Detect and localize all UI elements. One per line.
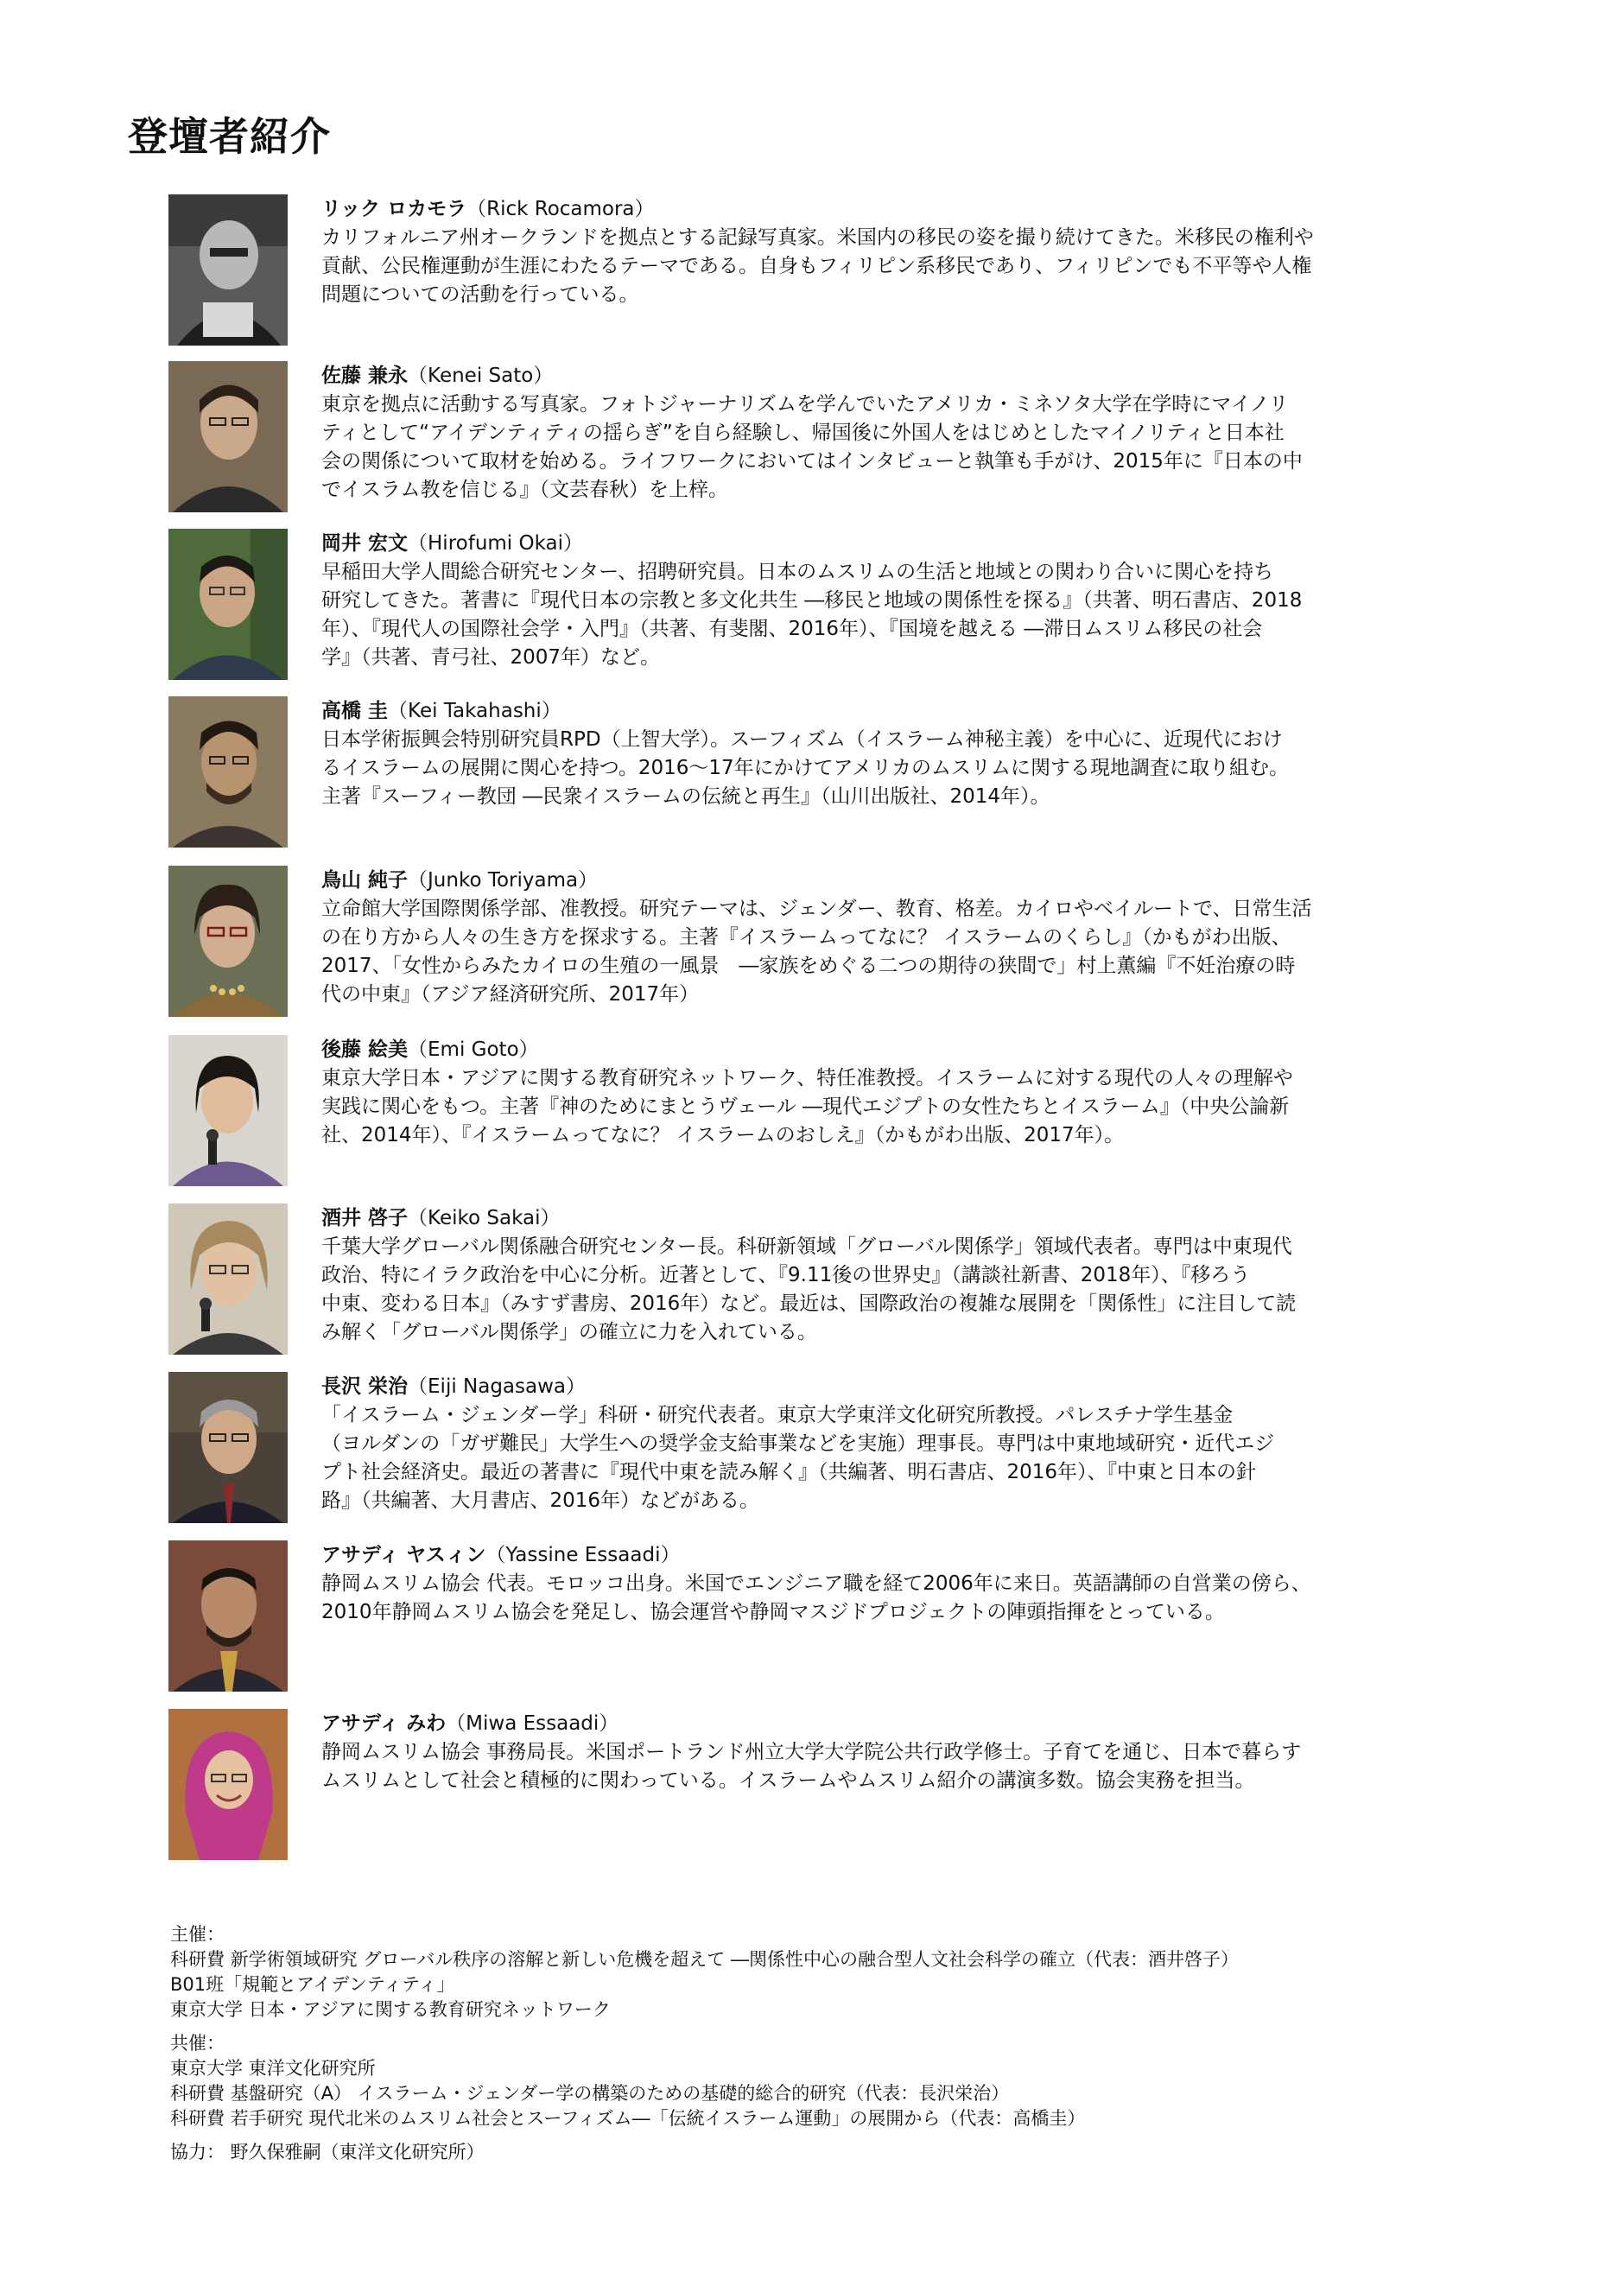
bio-line: プト社会経済史。最近の著書に『現代中東を読み解く』（共編著、明石書店、2016年）、『中東と日本の針 xyxy=(321,1461,1257,1483)
bio-line: 立命館大学国際関係学部、准教授。研究テーマは、ジェンダー、教育、格差。カイロやベイルートで、日常生活 xyxy=(321,898,1312,920)
speaker-name-en: （Hirofumi Okai） xyxy=(408,532,584,555)
speaker-photo xyxy=(168,1709,288,1860)
speaker-photo xyxy=(168,866,288,1017)
speaker-name xyxy=(321,866,1617,895)
speaker-name-en: （Eiji Nagasawa） xyxy=(408,1375,587,1398)
portrait-photo xyxy=(168,1540,288,1692)
speaker-bio-block xyxy=(321,194,1617,309)
bio-line: （ヨルダンの「ガザ難民」大学生への奨学金支給事業などを実施）理事長。専門は中東地域研究・近代エジ xyxy=(321,1432,1275,1455)
speaker-bio xyxy=(321,1738,1617,1795)
bio-line: み解く「グローバル関係学」の確立に力を入れている。 xyxy=(321,1321,817,1343)
speaker-photo xyxy=(168,194,288,346)
speaker-bio xyxy=(321,895,1617,1009)
speaker-name xyxy=(321,361,1617,391)
speaker-bio-block xyxy=(321,529,1617,672)
speaker-name-jp: 高橋 圭 xyxy=(321,700,389,722)
speaker-bio xyxy=(321,726,1617,811)
speaker-name-jp: 後藤 絵美 xyxy=(321,1038,409,1061)
portrait-photo xyxy=(168,1203,288,1355)
speaker-bio-block xyxy=(321,1035,1617,1150)
bio-line: 政治、特にイラク政治を中心に分析。近著として、『9.11後の世界史』（講談社新書、2018年）、『移ろう xyxy=(321,1264,1251,1286)
bio-line: 学』（共著、青弓社、2007年）など。 xyxy=(321,646,661,669)
bio-line: 実践に関心をもつ。主著『神のためにまとうヴェール ―現代エジプトの女性たちとイスラーム』（中央公論新 xyxy=(321,1095,1290,1118)
cooperation-group xyxy=(170,2140,1466,2165)
speaker-photo xyxy=(168,529,288,680)
speaker-name-jp: リック ロカモラ xyxy=(321,198,467,220)
bio-line: 問題についての活動を行っている。 xyxy=(321,283,639,306)
speaker-name-en: （Rick Rocamora） xyxy=(466,198,655,220)
bio-line: ムスリムとして社会と積極的に関わっている。イスラームやムスリム紹介の講演多数。協会実務を担当。 xyxy=(321,1769,1255,1792)
bio-line: 2017、「女性からみたカイロの生殖の一風景 ―家族をめぐる二つの期待の狭間で」村上薫編『不妊治療の時 xyxy=(321,955,1296,977)
cosponsor-line: 科研費 基盤研究（A） イスラーム・ジェンダー学の構築のための基礎的総合的研究（代表：長沢栄治） xyxy=(170,2083,1010,2104)
bio-line: 主著『スーフィー教団 ―民衆イスラームの伝統と再生』（山川出版社、2014年）。 xyxy=(321,785,1050,808)
speaker-name-jp: アサディ みわ xyxy=(321,1712,447,1735)
speaker-photo xyxy=(168,1540,288,1692)
portrait-photo xyxy=(168,1709,288,1860)
speaker-name-jp: 鳥山 純子 xyxy=(321,869,409,892)
cosponsor-line: 東京大学 東洋文化研究所 xyxy=(170,2058,376,2079)
bio-line: 会の関係について取材を始める。ライフワークにおいてはインタビューと執筆も手がけ、2015年に『日本の中 xyxy=(321,450,1303,473)
speaker-name-en: （Yassine Essaadi） xyxy=(485,1544,681,1566)
portrait-photo xyxy=(168,1035,288,1186)
organizer-line: 科研費 新学術領域研究 グローバル秩序の溶解と新しい危機を超えて ―関係性中心の融合型人文社会科学の確立（代表：酒井啓子） xyxy=(170,1949,1239,1970)
speaker-name xyxy=(321,1540,1617,1570)
speaker-name-jp: 長沢 栄治 xyxy=(321,1375,409,1398)
organizer-line: 東京大学 日本・アジアに関する教育研究ネットワーク xyxy=(170,1999,611,2020)
speaker-bio xyxy=(321,1233,1617,1347)
speaker-name xyxy=(321,529,1617,558)
bio-line: 年）、『現代人の国際社会学・入門』（共著、有斐閣、2016年）、『国境を越える ―滞日ムスリム移民の社会 xyxy=(321,618,1263,640)
speaker-photo xyxy=(168,1203,288,1355)
speaker-name xyxy=(321,1035,1617,1064)
speaker-name-en: （Emi Goto） xyxy=(408,1038,539,1061)
speaker-bio-block xyxy=(321,1203,1617,1347)
bio-line: カリフォルニア州オークランドを拠点とする記録写真家。米国内の移民の姿を撮り続けてきた。米移民の権利や xyxy=(321,226,1314,249)
cosponsor-line: 科研費 若手研究 現代北米のムスリム社会とスーフィズム―「伝統イスラーム運動」の展開から（代表：高橋圭） xyxy=(170,2108,1086,2129)
speaker-bio-block xyxy=(321,1709,1617,1795)
speaker-bio xyxy=(321,1401,1617,1515)
bio-line: 「イスラーム・ジェンダー学」科研・研究代表者。東京大学東洋文化研究所教授。パレスチナ学生基金 xyxy=(321,1404,1234,1426)
speaker-photo xyxy=(168,1035,288,1186)
bio-line: 日本学術振興会特別研究員RPD（上智大学）。スーフィズム（イスラーム神秘主義）を中心に、近現代におけ xyxy=(321,728,1283,751)
speaker-name xyxy=(321,1372,1617,1401)
speaker-name-jp: 岡井 宏文 xyxy=(321,532,409,555)
bio-line: 中東、変わる日本』（みすず書房、2016年）など。最近は、国際政治の複雑な展開を「関係性」に注目して読 xyxy=(321,1292,1297,1315)
bio-line: 静岡ムスリム協会 事務局長。米国ポートランド州立大学大学院公共行政学修士。子育てを通じ、日本で暮らす xyxy=(321,1741,1302,1763)
speaker-name-en: （Kei Takahashi） xyxy=(388,700,561,722)
bio-line: 東京を拠点に活動する写真家。フォトジャーナリズムを学んでいたアメリカ・ミネソタ大学在学時にマイノリ xyxy=(321,393,1289,416)
cosponsor-label: 共催： xyxy=(170,2033,225,2054)
credits-section xyxy=(170,1922,1466,2174)
speaker-name-jp: 酒井 啓子 xyxy=(321,1207,409,1229)
bio-line: の在り方から人々の生き方を探求する。主著『イスラームってなに？ イスラームのくらし』（かもがわ出版、 xyxy=(321,926,1291,949)
speaker-name-jp: 佐藤 兼永 xyxy=(321,365,409,387)
speaker-name-en: （Miwa Essaadi） xyxy=(446,1712,619,1735)
bio-line: 東京大学日本・アジアに関する教育研究ネットワーク、特任准教授。イスラームに対する現代の人々の理解や xyxy=(321,1067,1293,1089)
speaker-name-jp: アサディ ヤスィン xyxy=(321,1544,486,1566)
cosponsor-group xyxy=(170,2031,1466,2131)
speaker-name xyxy=(321,1203,1617,1233)
speaker-bio xyxy=(321,558,1617,672)
speaker-bio xyxy=(321,1064,1617,1150)
speaker-bio-block xyxy=(321,1540,1617,1627)
speaker-photo xyxy=(168,361,288,512)
bio-line: 静岡ムスリム協会 代表。モロッコ出身。米国でエンジニア職を経て2006年に来日。英語講師の自営業の傍ら、 xyxy=(321,1572,1311,1595)
speaker-name-en: （Keiko Sakai） xyxy=(408,1207,561,1229)
bio-line: 早稲田大学人間総合研究センター、招聘研究員。日本のムスリムの生活と地域との関わり合いに関心を持ち xyxy=(321,561,1274,583)
speaker-photo xyxy=(168,1372,288,1523)
speaker-bio-block xyxy=(321,866,1617,1009)
speaker-photo xyxy=(168,696,288,848)
bio-line: 2010年静岡ムスリム協会を発足し、協会運営や静岡マスジドプロジェクトの陣頭指揮をとっている。 xyxy=(321,1601,1225,1623)
speaker-bio xyxy=(321,224,1617,309)
bio-line: 路』（共編著、大月書店、2016年）などがある。 xyxy=(321,1489,760,1512)
speaker-bio-block xyxy=(321,361,1617,505)
speaker-name xyxy=(321,696,1617,726)
speaker-bio xyxy=(321,391,1617,505)
organizer-group xyxy=(170,1922,1466,2022)
bio-line: 貢献、公民権運動が生涯にわたるテーマである。自身もフィリピン系移民であり、フィリピンでも不平等や人権 xyxy=(321,255,1312,277)
cooperation-line: 協力： 野久保雅嗣（東洋文化研究所） xyxy=(170,2142,485,2162)
bio-line: 千葉大学グローバル関係融合研究センター長。科研新領域「グローバル関係学」領域代表者。専門は中東現代 xyxy=(321,1235,1292,1258)
speaker-name xyxy=(321,194,1617,224)
page-title: 登壇者紹介 xyxy=(128,113,331,160)
portrait-photo xyxy=(168,529,288,680)
organizer-label: 主催： xyxy=(170,1924,225,1945)
portrait-photo xyxy=(168,361,288,512)
speaker-name-en: （Junko Toriyama） xyxy=(408,869,599,892)
bio-line: でイスラム教を信じる』（文芸春秋）を上梓。 xyxy=(321,479,729,501)
bio-line: ティとして“アイデンティティの揺らぎ”を自ら経験し、帰国後に外国人をはじめとしたマイノリティと日本社 xyxy=(321,422,1285,444)
organizer-line: B01班「規範とアイデンティティ」 xyxy=(170,1974,455,1995)
speaker-name-en: （Kenei Sato） xyxy=(408,365,554,387)
bio-line: るイスラームの展開に関心を持つ。2016～17年にかけてアメリカのムスリムに関する現地調査に取り組む。 xyxy=(321,757,1290,779)
bio-line: 代の中東』（アジア経済研究所、2017年） xyxy=(321,983,700,1006)
portrait-photo xyxy=(168,1372,288,1523)
speaker-name xyxy=(321,1709,1617,1738)
speaker-bio xyxy=(321,1570,1617,1627)
speaker-bio-block xyxy=(321,1372,1617,1515)
bio-line: 社、2014年）、『イスラームってなに？ イスラームのおしえ』（かもがわ出版、2017年）。 xyxy=(321,1124,1125,1146)
portrait-photo xyxy=(168,194,288,346)
portrait-photo xyxy=(168,696,288,848)
speaker-bio-block xyxy=(321,696,1617,811)
portrait-photo xyxy=(168,866,288,1017)
bio-line: 研究してきた。著書に『現代日本の宗教と多文化共生 ―移民と地域の関係性を探る』（共著、明石書店、2018 xyxy=(321,589,1303,612)
